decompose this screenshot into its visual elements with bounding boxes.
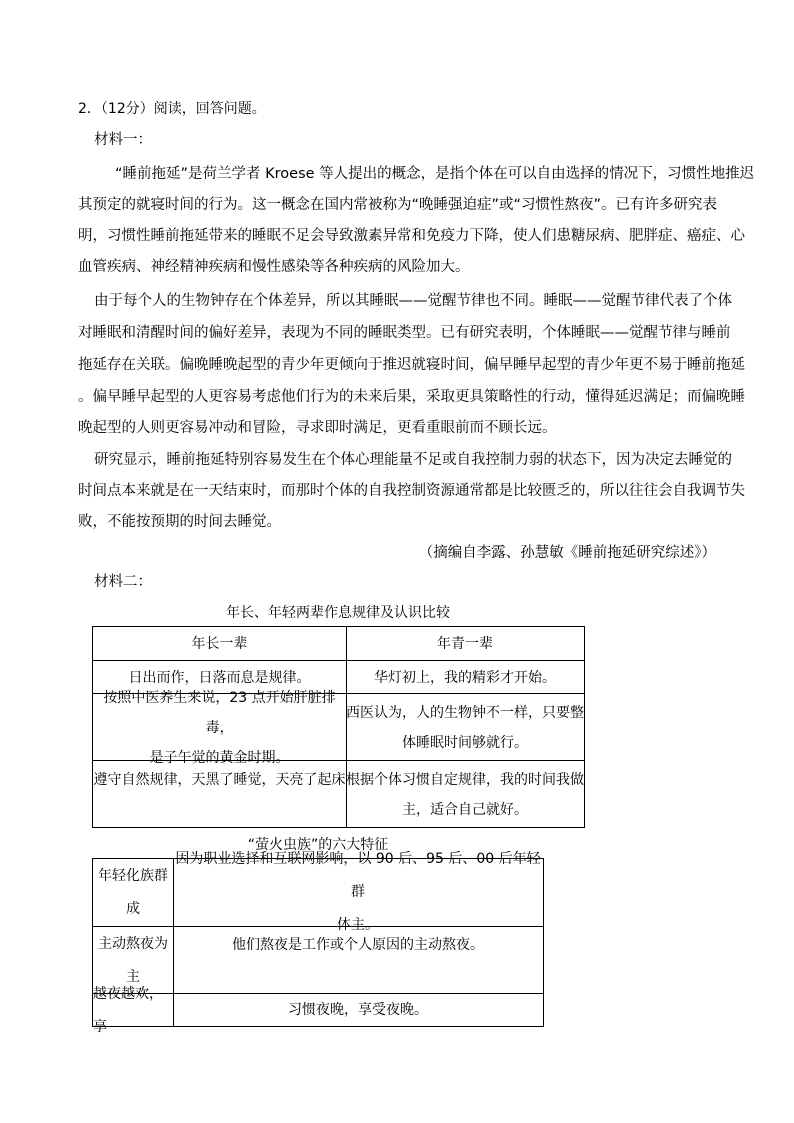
table-header-row	[93, 627, 584, 660]
paragraph-line: 晚起型的人则更容易冲动和冒险，寻求即时满足，更看重眼前而不顾长远。	[78, 420, 557, 436]
table-row	[93, 689, 584, 766]
paragraph-line: 时间点本来就是在一天结束时，而那时个体的自我控制资源通常都是比较匮乏的，所以往往会自我调节失	[78, 483, 745, 499]
table-row	[93, 760, 584, 828]
feature-label: 年轻化族群 成	[98, 867, 168, 917]
material-one-label: 材料一：	[94, 132, 152, 148]
table-1-caption: 年长、年轻两辈作息规律及认识比较	[226, 605, 450, 621]
feature-label: 主动熬夜为 主	[98, 935, 168, 985]
feature-label: 越夜越欢，享	[93, 985, 163, 1035]
feature-description: 因为职业选择和互联网影响，以 90 后、95 后、00 后年轻群 体主。	[175, 851, 541, 933]
paragraph-line: 研究显示，睡前拖延特别容易发生在个体心理能量不足或自我控制力弱的状态下，因为决定去睡觉的	[94, 452, 732, 468]
table-2-caption: “萤火虫族”的六大特征	[247, 837, 389, 853]
material-two-label: 材料二：	[94, 574, 152, 590]
table-1	[92, 626, 585, 828]
table-cell: 日出而作，日落而息是规律。	[128, 669, 311, 686]
paragraph-line: 其预定的就寝时间的行为。这一概念在国内常被称为“晚睡强迫症”或“习惯性熬夜”。已有许多研究表	[78, 197, 718, 213]
feature-description: 他们熬夜是工作或个人原因的主动熬夜。	[232, 937, 484, 953]
source-citation: （摘编自李露、孙慧敏《睡前拖延研究综述》）	[418, 545, 716, 561]
table-cell: 根据个体习惯自定规律，我的时间我做 主，适合自己就好。	[346, 771, 584, 818]
header-cell-elder: 年长一辈	[191, 635, 248, 652]
paragraph-line: 败，不能按预期的时间去睡觉。	[78, 514, 281, 530]
paragraph-line: “睡前拖延”是荷兰学者 Kroese 等人提出的概念，是指个体在可以自由选择的情况下，习惯性地推迟	[115, 166, 755, 182]
table-cell: 西医认为，人的生物钟不一样，只要整 体睡眠时间够就行。	[346, 704, 584, 751]
paragraph-line: 对睡眠和清醒时间的偏好差异，表现为不同的睡眠类型。已有研究表明，个体睡眠——觉醒节律与睡前	[78, 325, 731, 341]
paragraph-line: 。偏早睡早起型的人更容易考虑他们行为的未来后果，采取更具策略性的行动，懂得延迟满足；而偏晚睡	[78, 389, 745, 405]
paragraph-line: 由于每个人的生物钟存在个体差异，所以其睡眠——觉醒节律也不同。睡眠——觉醒节律代表了个体	[94, 293, 732, 309]
table-cell: 按照中医养生来说，23 点开始肝脏排毒， 是子午觉的黄金时期。	[103, 689, 336, 766]
paragraph-line: 拖延存在关联。偏晚睡晚起型的青少年更倾向于推迟就寝时间，偏早睡早起型的青少年更不易于睡前拖延	[78, 357, 745, 373]
table-cell: 华灯初上，我的精彩才开始。	[374, 669, 556, 686]
question-header: 2．（12分）阅读，回答问题。	[78, 101, 266, 117]
paragraph-line: 明，习惯性睡前拖延带来的睡眠不足会导致激素异常和免疫力下降，使人们患糖尿病、肥胖症、癌症、心	[78, 228, 745, 244]
header-cell-younger: 年青一辈	[437, 635, 493, 652]
table-cell: 遵守自然规律，天黑了睡觉，天亮了起床	[93, 772, 346, 788]
paragraph-line: 血管疾病、神经精神疾病和慢性感染等各种疾病的风险加大。	[78, 259, 470, 275]
table-row	[93, 985, 543, 1035]
feature-description: 习惯夜晚，享受夜晚。	[288, 1002, 428, 1018]
table-2	[92, 851, 544, 1035]
table-row	[93, 851, 543, 933]
